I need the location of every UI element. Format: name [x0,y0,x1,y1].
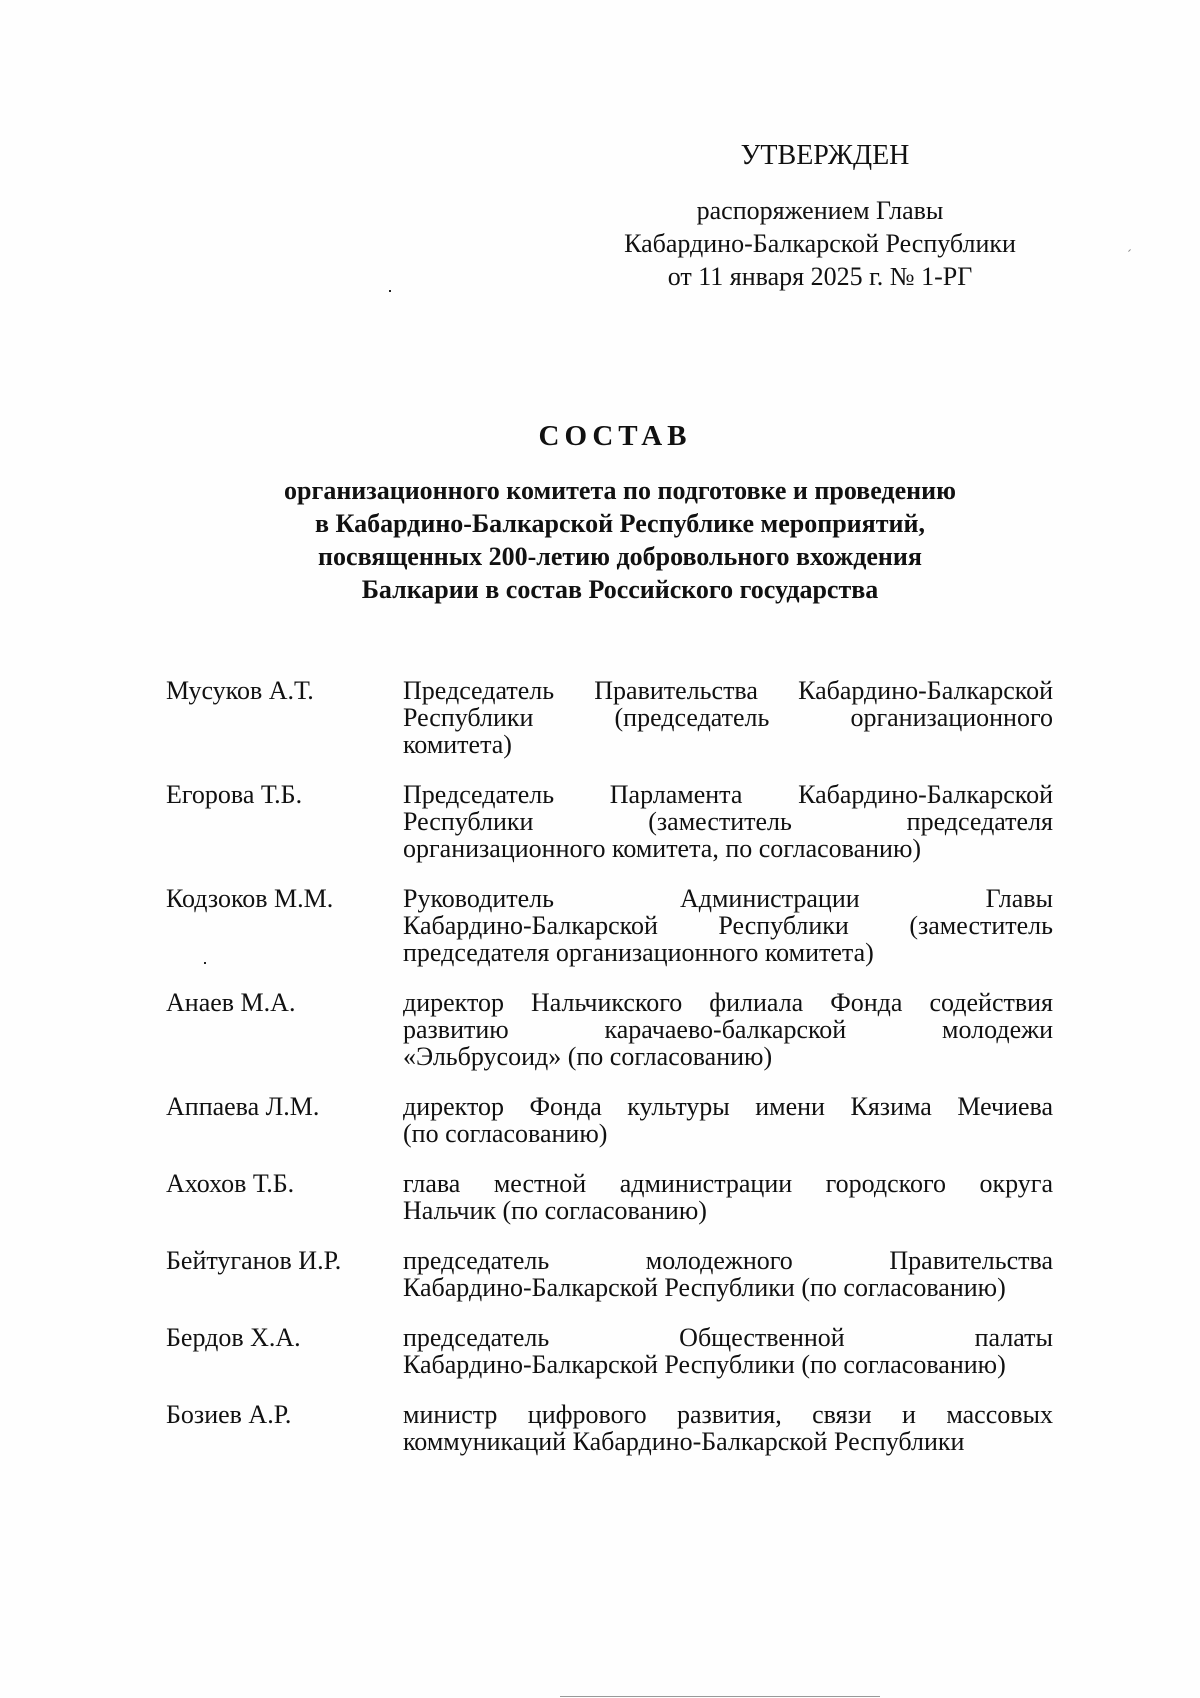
subtitle-line: Балкарии в состав Российского государства [361,575,879,604]
member-row [166,677,1053,758]
scan-speck [1128,249,1131,252]
document-title: СОСТАВ [538,420,692,452]
member-row [166,885,1053,966]
member-role-line: Председатель Парламента Кабардино-Балкарской [403,780,1053,809]
subtitle-line: организационного комитета по подготовке и проведению [284,476,956,505]
scan-speck [389,290,391,292]
member-role [403,1401,1053,1455]
member-role-line: Руководитель Администрации Главы [403,884,1053,913]
member-role [403,1093,1053,1147]
member-row [166,781,1053,862]
member-role-line: директор Фонда культуры имени Кязима Мечиева [403,1092,1053,1121]
member-role-line: коммуникаций Кабардино-Балкарской Республики [403,1427,965,1456]
member-role [403,1247,1053,1301]
member-role-line: директор Нальчикского филиала Фонда содействия [403,988,1053,1017]
member-row [166,1324,1053,1378]
member-name: Ахохов Т.Б. [166,1169,295,1198]
member-row [166,1093,1053,1147]
member-role-line: Республики (заместитель председателя [403,807,1053,836]
member-name: Кодзоков М.М. [166,884,334,913]
document-subtitle [150,474,1090,606]
member-row [166,989,1053,1070]
member-name: Мусуков А.Т. [166,676,314,705]
member-role-line: Нальчик (по согласованию) [403,1196,707,1225]
member-row [166,1401,1053,1455]
member-name: Бозиев А.Р. [166,1400,292,1429]
member-name: Егорова Т.Б. [166,780,303,809]
member-role-line: (по согласованию) [403,1119,608,1148]
member-role [403,989,1053,1070]
member-role [403,677,1053,758]
subtitle-line: в Кабардино-Балкарской Республике мероприятий, [315,509,925,538]
member-role-line: председатель Общественной палаты [403,1323,1053,1352]
member-name: Анаев М.А. [166,988,296,1017]
member-role-line: организационного комитета, по согласованию) [403,834,922,863]
member-name: Бердов Х.А. [166,1323,301,1352]
member-role-line: министр цифрового развития, связи и массовых [403,1400,1053,1429]
member-role [403,885,1053,966]
member-role-line: Кабардино-Балкарской Республики (по согласованию) [403,1350,1006,1379]
approval-line: от 11 января 2025 г. № 1-РГ [667,262,973,291]
approval-details [560,194,1080,293]
approval-block [560,140,1080,293]
member-role-line: председатель молодежного Правительства [403,1246,1053,1275]
approval-stamp: УТВЕРЖДЕН [740,140,910,171]
member-role-line: Председатель Правительства Кабардино-Балкарской [403,676,1053,705]
member-role-line: глава местной администрации городского округа [403,1169,1053,1198]
subtitle-line: посвященных 200-летию добровольного вхождения [318,542,922,571]
member-role-line: развитию карачаево-балкарской молодежи [403,1015,1053,1044]
member-name: Аппаева Л.М. [166,1092,320,1121]
member-name: Бейтуганов И.Р. [166,1246,342,1275]
approval-line: распоряжением Главы [696,196,944,225]
member-role-line: комитета) [403,730,512,759]
scan-edge-line [560,1696,880,1697]
member-role-line: Кабардино-Балкарской Республики (заместитель [403,911,1053,940]
member-row [166,1170,1053,1224]
member-role-line: Кабардино-Балкарской Республики (по согласованию) [403,1273,1006,1302]
member-role [403,1324,1053,1378]
member-role [403,1170,1053,1224]
committee-roster [166,677,1053,1478]
member-role [403,781,1053,862]
member-role-line: «Эльбрусоид» (по согласованию) [403,1042,773,1071]
member-row [166,1247,1053,1301]
approval-line: Кабардино-Балкарской Республики [624,229,1016,258]
member-role-line: председателя организационного комитета) [403,938,874,967]
member-role-line: Республики (председатель организационного [403,703,1053,732]
scan-speck [204,962,206,964]
